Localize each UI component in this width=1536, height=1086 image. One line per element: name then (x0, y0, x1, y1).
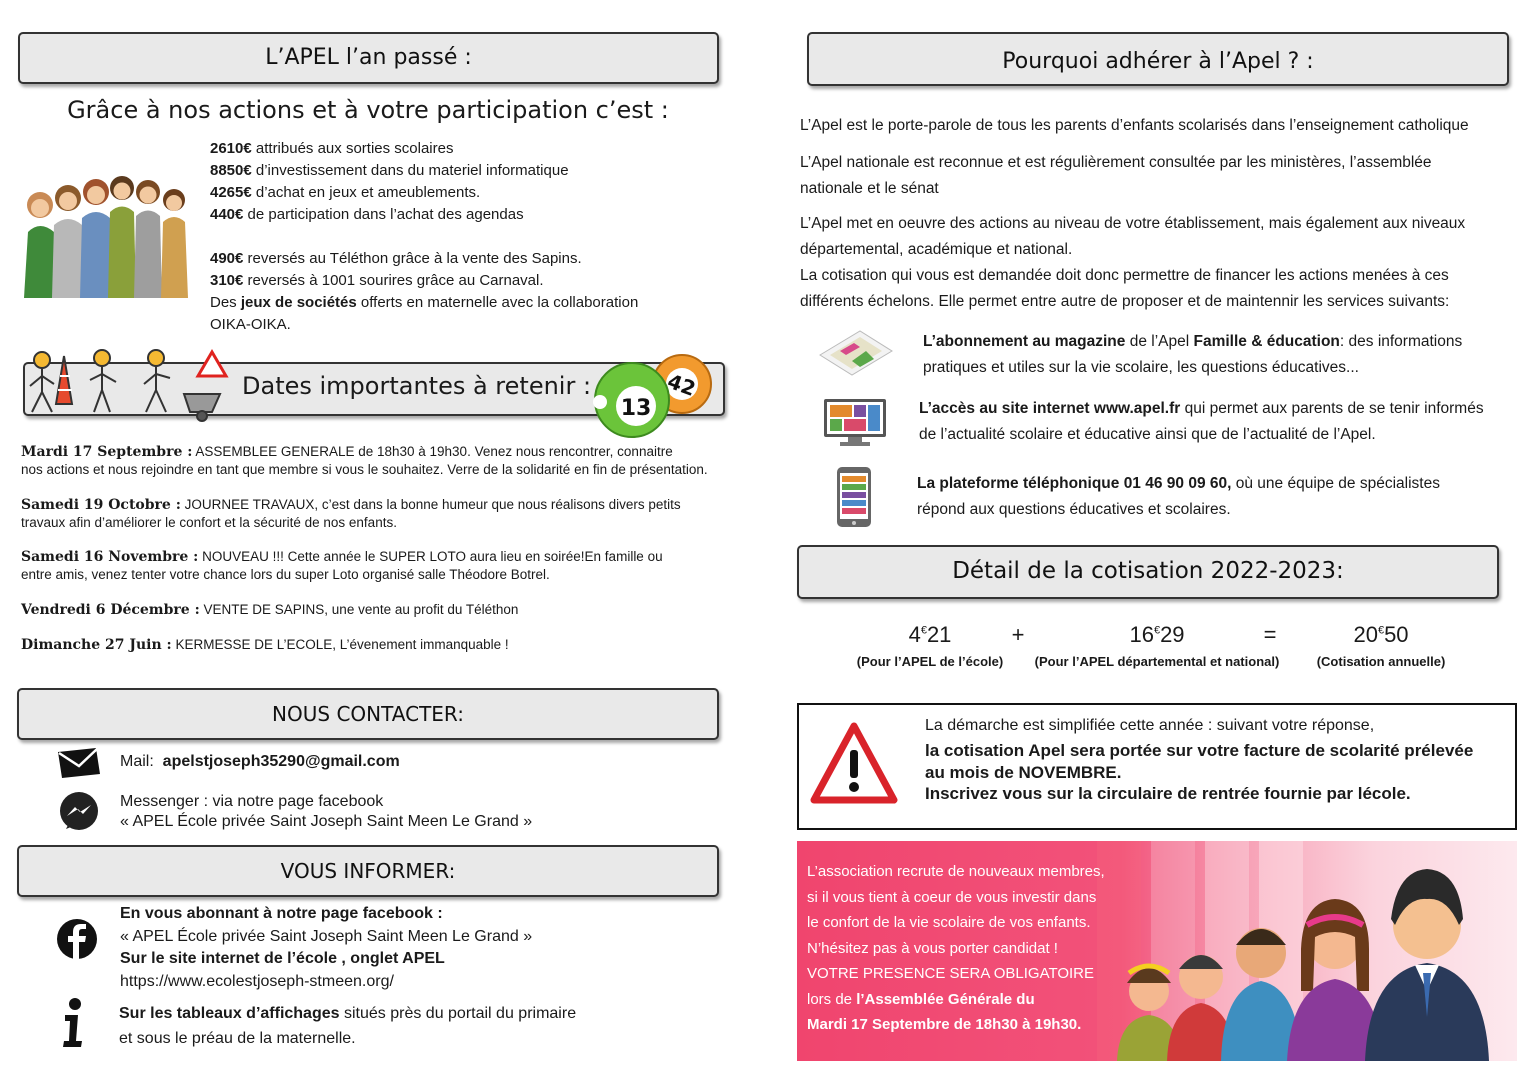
achievement-item: 2610€ attribués aux sorties scolaires (210, 140, 454, 157)
cotisation-school: 4€21 (Pour l’APEL de l’école) (856, 622, 1004, 669)
service-website: L’accès au site internet www.apel.fr qui permet aux parents de se tenir informés de l’actualité scolaire et éducative ainsi que de l’actualité de l’Apel. (919, 400, 1484, 443)
achievement-item: 440€ de participation dans l’achat des agendas (210, 206, 524, 223)
lotto-balls-icon (590, 348, 720, 440)
parents-group-illustration (18, 170, 198, 298)
why-join-heading-box (807, 32, 1509, 86)
achievement-item: 8850€ d’investissement dans du materiel informatique (210, 162, 569, 179)
achievement-item: 4265€ d’achat en jeux et ameublements. (210, 184, 481, 201)
date-entry: Dimanche 27 Juin : KERMESSE DE L’ECOLE, L’évenement immanquable ! (21, 637, 509, 653)
recruitment-banner (797, 841, 1517, 1061)
equals-sign: = (1263, 622, 1277, 647)
mail-link[interactable]: apelstjoseph35290@gmail.com (162, 753, 400, 770)
service-phone: La plateforme téléphonique 01 46 90 09 60, où une équipe de spécialistes répond aux questions éducatives et scolaires. (917, 475, 1440, 518)
service-magazine: L’abonnement au magazine de l’Apel Famille & éducation: des informations pratiques et utiles sur la vie scolaire, les questions éducatives... (923, 333, 1463, 376)
why-paragraph-2: L’Apel nationale est reconnue et est régulièrement consultée par les ministères, l’assemblée nationale et le sénat (800, 154, 1432, 197)
inform-heading: VOUS INFORMER: (280, 859, 456, 883)
board-info: Sur les tableaux d’affichages situés près du portail du primaire et sous le préau de la maternelle. (119, 1005, 577, 1047)
why-paragraph-3: L’Apel met en oeuvre des actions au niveau de votre établissement, mais également aux niveaux départemental, académique et national. La cotisation qui vous est demandée doit donc permettre de financer les actions menées à ces différents échelons. Elle permet entre autre de proposer et de maintennir les services suivants: (800, 215, 1466, 310)
date-entry: Samedi 19 Octobre : JOURNEE TRAVAUX, c’est dans la bonne humeur que nous réalisons divers petits travaux afin d’améliorer le confort et la sécurité de nos enfants. (21, 497, 681, 530)
mail-line: Mail: apelstjoseph35290@gmail.com (120, 753, 400, 770)
past-year-heading-box (18, 32, 719, 84)
mail-icon (56, 746, 102, 780)
achievement-item-games: Des jeux de sociétés offerts en maternelle avec la collaboration (210, 294, 639, 311)
cotisation-heading-box (797, 545, 1499, 599)
past-year-heading: L’APEL l’an passé : (265, 45, 472, 70)
date-entry: Mardi 17 Septembre : ASSEMBLEE GENERALE de 18h30 à 19h30. Venez nous rencontrer, connaitre nos actions et nous rejoindre en tant que membre si vous le souhaitez. Verre de la solidarité en fin de présentation. (21, 444, 708, 477)
lotto-ball-13: 13 (620, 396, 652, 421)
lotto-ball-42: 42 (664, 368, 699, 401)
messenger-icon (58, 791, 100, 833)
plus-sign: + (1011, 622, 1025, 647)
achievements-list (210, 138, 730, 336)
cotisation-heading: Détail de la cotisation 2022-2023: (952, 558, 1344, 584)
why-paragraph-1: L’Apel est le porte-parole de tous les parents d’enfants scolarisés dans l’enseignement catholique (800, 117, 1469, 134)
facebook-page-name[interactable]: « APEL École privée Saint Joseph Saint Meen Le Grand » (120, 813, 533, 830)
messenger-line: Messenger : via notre page facebook « APEL École privée Saint Joseph Saint Meen Le Grand » (120, 793, 533, 830)
date-entry: Samedi 16 Novembre : NOUVEAU !!! Cette année le SUPER LOTO aura lieu en soirée!En famille ou entre amis, venez tenter votre chance lors du super Loto organisé salle Théodore Botrel. (21, 549, 663, 582)
smartphone-icon (836, 466, 872, 528)
dates-heading: Dates importantes à retenir : (242, 372, 592, 400)
past-year-subtitle: Grâce à nos actions et à votre participation c’est : (67, 96, 669, 124)
facebook-icon (56, 918, 98, 960)
achievement-item: 310€ reversés à 1001 sourires grâce au Carnaval. (210, 272, 544, 289)
info-icon (60, 997, 86, 1049)
contact-heading: NOUS CONTACTER: (272, 702, 464, 726)
cotisation-total: 20€50 (Cotisation annuelle) (1316, 622, 1446, 669)
inform-heading-box (17, 845, 719, 897)
computer-monitor-icon (822, 397, 888, 447)
facebook-info: En vous abonnant à notre page facebook : « APEL École privée Saint Joseph Saint Meen Le Grand » Sur le site internet de l’école , onglet APEL https://www.ecolestjoseph-stmeen.org/ (120, 905, 533, 990)
contact-heading-box (17, 688, 719, 740)
date-entry: Vendredi 6 Décembre : VENTE DE SAPINS, une vente au profit du Téléthon (21, 602, 519, 618)
facebook-page-link[interactable]: « APEL École privée Saint Joseph Saint Meen Le Grand » (120, 927, 533, 945)
warning-icon (810, 722, 898, 804)
achievement-item: 490€ reversés au Téléthon grâce à la vente des Sapins. (210, 250, 582, 267)
workers-illustration (24, 346, 234, 422)
achievement-item-games-line2: OIKA-OIKA. (210, 316, 291, 333)
recruitment-text: L’association recrute de nouveaux membres, si il vous tient à coeur de vous investir dans le confort de la vie scolaire de vos enfants. N’hésitez pas à vous porter candidat ! VOTRE PRESENCE SERA OBLIGATOIRE lors de l’Assemblée Générale du Mardi 17 Septembre de 18h30 à 19h30. (807, 863, 1105, 1033)
school-website-link[interactable]: https://www.ecolestjoseph-stmeen.org/ (120, 972, 394, 990)
magazine-icon (816, 325, 896, 377)
why-join-heading: Pourquoi adhérer à l’Apel ? : (1002, 49, 1314, 74)
cotisation-departmental: 16€29 (Pour l’APEL départemental et national) (1034, 622, 1280, 669)
notice-text: La démarche est simplifiée cette année : suivant votre réponse, la cotisation Apel sera portée sur votre facture de scolarité prélevée au mois de NOVEMBRE. Inscrivez vous sur la circulaire de rentrée fournie par lécole. (925, 717, 1474, 803)
